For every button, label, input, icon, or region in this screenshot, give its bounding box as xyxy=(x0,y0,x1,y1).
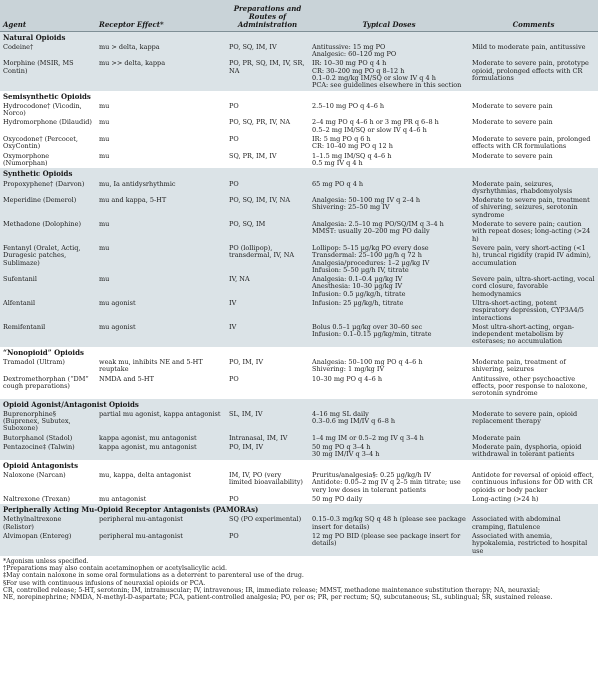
section-header-row xyxy=(0,399,598,409)
cell-preparations: IM, IV, PO (very limited bioavailability) xyxy=(226,470,309,495)
section-title: Natural Opioids xyxy=(0,31,598,42)
table-row xyxy=(0,275,598,299)
table-row xyxy=(0,135,598,152)
section-title: Opioid Antagonists xyxy=(0,460,598,470)
cell-preparations: IV xyxy=(226,299,309,323)
cell-receptor-effect: mu xyxy=(96,152,226,169)
cell-receptor-effect: mu xyxy=(96,275,226,299)
table-row xyxy=(0,495,598,504)
header-preparations: Preparations and Routes of Administration xyxy=(226,0,309,31)
cell-typical-doses: 65 mg PO q 4 h xyxy=(309,179,469,197)
footnote: †Preparations may also contain acetaminophen or acetylsalicylic acid. xyxy=(3,565,227,573)
cell-receptor-effect: mu and kappa, 5-HT xyxy=(96,196,226,220)
cell-agent: Alfentanil xyxy=(0,299,96,323)
cell-typical-doses: Analgesia: 50–100 mg IV q 2–4 h Shivering: 25–50 mg IV xyxy=(309,196,469,220)
cell-agent: Fentanyl (Oralet, Actiq, Duragesic patches, Sublimaze) xyxy=(0,244,96,275)
header-receptor-effect: Receptor Effect* xyxy=(96,0,226,31)
table-row xyxy=(0,434,598,443)
cell-preparations: Intranasal, IM, IV xyxy=(226,434,309,443)
cell-comments: Long-acting (>24 h) xyxy=(469,495,598,504)
cell-receptor-effect: mu xyxy=(96,101,226,119)
cell-comments: Moderate pain, seizures, dysrhythmias, rhabdomyolysis xyxy=(469,179,598,197)
header-agent: Agent xyxy=(0,0,96,31)
cell-preparations: SQ (PO experimental) xyxy=(226,514,309,532)
table-row xyxy=(0,196,598,220)
cell-preparations: PO, IM, IV xyxy=(226,443,309,460)
section-header-row xyxy=(0,347,598,357)
cell-comments: Associated with anemia, hypokalemia, restricted to hospital use xyxy=(469,532,598,556)
table-row xyxy=(0,220,598,244)
cell-preparations: IV, NA xyxy=(226,275,309,299)
cell-comments: Most ultra-short-acting, organ-independent metabolism by esterases; no accumulation xyxy=(469,323,598,347)
cell-comments: Moderate to severe pain, prototype opioid, prolonged effects with CR formulations xyxy=(469,59,598,90)
table-row xyxy=(0,409,598,434)
cell-agent: Morphine (MSIR, MS Contin) xyxy=(0,59,96,90)
cell-agent: Dextromethorphan (“DM” cough preparations) xyxy=(0,375,96,399)
table-row xyxy=(0,179,598,197)
cell-receptor-effect: NMDA and 5-HT xyxy=(96,375,226,399)
section-title: “Nonopioid” Opioids xyxy=(0,347,598,357)
header-comments: Comments xyxy=(469,0,598,31)
cell-comments: Moderate to severe pain, treatment of shivering, seizures, serotonin syndrome xyxy=(469,196,598,220)
cell-typical-doses: 12 mg PO BID (please see package insert for details) xyxy=(309,532,469,556)
cell-agent: Codeine† xyxy=(0,42,96,60)
table-row xyxy=(0,375,598,399)
cell-agent: Buprenorphine§ (Buprenex, Subutex, Suboxone) xyxy=(0,409,96,434)
section-header-row xyxy=(0,504,598,514)
cell-receptor-effect: partial mu agonist, kappa antagonist xyxy=(96,409,226,434)
cell-preparations: PO xyxy=(226,101,309,119)
cell-receptor-effect: peripheral mu-antagonist xyxy=(96,514,226,532)
section-title: Synthetic Opioids xyxy=(0,168,598,178)
cell-comments: Moderate pain, treatment of shivering, seizures xyxy=(469,357,598,375)
cell-preparations: PO xyxy=(226,135,309,152)
table-row xyxy=(0,514,598,532)
cell-comments: Antidote for reversal of opioid effect, continuous infusions for OD with CR opioids or body packer xyxy=(469,470,598,495)
cell-comments: Mild to moderate pain, antitussive xyxy=(469,42,598,60)
table-row xyxy=(0,42,598,60)
footnote: CR, controlled release; 5-HT, serotonin; IM, intramuscular; IV, intravenous; IR, immediate release; MMST, methadone maintenance substitution therapy; NA, neuraxial; xyxy=(3,586,541,594)
cell-receptor-effect: mu >> delta, kappa xyxy=(96,59,226,90)
cell-typical-doses: 0.15–0.3 mg/kg SQ q 48 h (please see package insert for details) xyxy=(309,514,469,532)
table-body xyxy=(0,31,598,556)
cell-receptor-effect: mu xyxy=(96,244,226,275)
cell-comments: Ultra-short-acting, potent respiratory depression, CYP3A4/5 interactions xyxy=(469,299,598,323)
cell-comments: Moderate to severe pain, opioid replacement therapy xyxy=(469,409,598,434)
table-row xyxy=(0,152,598,169)
cell-typical-doses: IR: 10–30 mg PO q 4 h CR: 30–200 mg PO q 8–12 h 0.1–0.2 mg/kg IM/SQ or slow IV q 4 h PCA: see guidelines elsewhere in this section xyxy=(309,59,469,90)
header-typical-doses: Typical Doses xyxy=(309,0,469,31)
cell-comments: Associated with abdominal cramping, flatulence xyxy=(469,514,598,532)
cell-preparations: PO, SQ, IM xyxy=(226,220,309,244)
cell-receptor-effect: mu agonist xyxy=(96,299,226,323)
cell-preparations: PO, SQ, IM, IV xyxy=(226,42,309,60)
cell-preparations: IV xyxy=(226,323,309,347)
cell-typical-doses: IR: 5 mg PO q 6 h CR: 10–40 mg PO q 12 h xyxy=(309,135,469,152)
cell-typical-doses: Bolus 0.5–1 µg/kg over 30–60 sec Infusion: 0.1–0.15 µg/kg/min, titrate xyxy=(309,323,469,347)
cell-agent: Alvimopan (Entereg) xyxy=(0,532,96,556)
cell-receptor-effect: mu xyxy=(96,220,226,244)
cell-comments: Severe pain, ultra-short-acting, vocal cord closure, favorable hemodynamics xyxy=(469,275,598,299)
table-row xyxy=(0,357,598,375)
cell-agent: Naltrexone (Trexan) xyxy=(0,495,96,504)
cell-typical-doses: 2–4 mg PO q 4–6 h or 3 mg PR q 6–8 h 0.5–2 mg IM/SQ or slow IV q 4–6 h xyxy=(309,118,469,135)
cell-preparations: SQ, PR, IM, IV xyxy=(226,152,309,169)
cell-receptor-effect: mu xyxy=(96,135,226,152)
footnote: *Agonism unless specified. xyxy=(3,558,89,565)
cell-agent: Methadone (Dolophine) xyxy=(0,220,96,244)
table-row xyxy=(0,299,598,323)
section-title: Semisynthetic Opioids xyxy=(0,91,598,101)
cell-comments: Moderate to severe pain; caution with repeat doses; long-acting (>24 h) xyxy=(469,220,598,244)
cell-receptor-effect: weak mu, inhibits NE and 5-HT reuptake xyxy=(96,357,226,375)
cell-typical-doses: Analgesia: 0.1–0.4 µg/kg IV Anesthesia: 10–30 µg/kg IV Infusion: 0.5 µg/kg/h, titrate xyxy=(309,275,469,299)
cell-receptor-effect: peripheral mu-antagonist xyxy=(96,532,226,556)
cell-preparations: PO, SQ, PR, IV, NA xyxy=(226,118,309,135)
cell-agent: Butorphanol (Stadol) xyxy=(0,434,96,443)
cell-typical-doses: 1–1.5 mg IM/SQ q 4–6 h 0.5 mg IV q 4 h xyxy=(309,152,469,169)
cell-preparations: PO xyxy=(226,179,309,197)
cell-typical-doses: Antitussive: 15 mg PO Analgesic: 60–120 mg PO xyxy=(309,42,469,60)
table-row xyxy=(0,118,598,135)
cell-typical-doses: 4–16 mg SL daily 0.3–0.6 mg IM/IV q 6–8 h xyxy=(309,409,469,434)
table-row xyxy=(0,101,598,119)
cell-typical-doses: Analgesia: 2.5–10 mg PO/SQ/IM q 3–4 h MMST: usually 20–200 mg PO daily xyxy=(309,220,469,244)
cell-comments: Moderate to severe pain xyxy=(469,152,598,169)
cell-comments: Antitussive, other psychoactive effects, poor response to naloxone, serotonin syndrome xyxy=(469,375,598,399)
section-title: Peripherally Acting Mu-Opioid Receptor Antagonists (PAMORAs) xyxy=(0,504,598,514)
cell-typical-doses: Analgesia: 50–100 mg PO q 4–6 h Shivering: 1 mg/kg IV xyxy=(309,357,469,375)
cell-agent: Remifentanil xyxy=(0,323,96,347)
cell-typical-doses: 1–4 mg IM or 0.5–2 mg IV q 3–4 h xyxy=(309,434,469,443)
cell-agent: Methylnaltrexone (Relistor) xyxy=(0,514,96,532)
cell-comments: Moderate to severe pain xyxy=(469,101,598,119)
cell-preparations: PO, PR, SQ, IM, IV, SR, NA xyxy=(226,59,309,90)
cell-preparations: PO, IM, IV xyxy=(226,357,309,375)
cell-receptor-effect: mu, Ia antidysrhythmic xyxy=(96,179,226,197)
cell-receptor-effect: mu > delta, kappa xyxy=(96,42,226,60)
cell-receptor-effect: mu, kappa, delta antagonist xyxy=(96,470,226,495)
section-header-row xyxy=(0,460,598,470)
cell-agent: Tramadol (Ultram) xyxy=(0,357,96,375)
cell-agent: Meperidine (Demerol) xyxy=(0,196,96,220)
cell-agent: Propoxyphene† (Darvon) xyxy=(0,179,96,197)
cell-typical-doses: Lollipop: 5–15 µg/kg PO every dose Transdermal: 25–100 µg/h q 72 h Analgesia/procedures: 1–2 µg/kg IV Infusion: 5–50 µg/h IV, titrate xyxy=(309,244,469,275)
cell-receptor-effect: mu antagonist xyxy=(96,495,226,504)
cell-comments: Moderate to severe pain xyxy=(469,118,598,135)
cell-preparations: PO xyxy=(226,495,309,504)
table-row xyxy=(0,323,598,347)
cell-agent: Sufentanil xyxy=(0,275,96,299)
cell-typical-doses: 10–30 mg PO q 4–6 h xyxy=(309,375,469,399)
section-header-row xyxy=(0,31,598,42)
table-row xyxy=(0,244,598,275)
cell-typical-doses: Infusion: 25 µg/kg/h, titrate xyxy=(309,299,469,323)
cell-preparations: PO xyxy=(226,532,309,556)
table-row xyxy=(0,443,598,460)
section-header-row xyxy=(0,91,598,101)
cell-preparations: PO (lollipop), transdermal, IV, NA xyxy=(226,244,309,275)
table-row xyxy=(0,470,598,495)
cell-preparations: SL, IM, IV xyxy=(226,409,309,434)
cell-comments: Moderate pain xyxy=(469,434,598,443)
table-header-row xyxy=(0,0,598,31)
cell-receptor-effect: mu agonist xyxy=(96,323,226,347)
cell-typical-doses: 2.5–10 mg PO q 4–6 h xyxy=(309,101,469,119)
footnotes xyxy=(0,558,598,601)
cell-comments: Moderate pain, dysphoria, opioid withdrawal in tolerant patients xyxy=(469,443,598,460)
cell-typical-doses: 50 mg PO daily xyxy=(309,495,469,504)
table-row xyxy=(0,532,598,556)
footnote: NE, norepinephrine; NMDA, N-methyl-D-aspartate; PCA, patient-controlled analgesia; PO, per os; PR, per rectum; SQ, subcutaneous; SL, sublingual; SR, sustained release. xyxy=(3,594,553,602)
section-title: Opioid Agonist/Antagonist Opioids xyxy=(0,399,598,409)
cell-agent: Hydromorphone (Dilaudid) xyxy=(0,118,96,135)
cell-agent: Oxymorphone (Numorphan) xyxy=(0,152,96,169)
cell-agent: Hydrocodone† (Vicodin, Norco) xyxy=(0,101,96,119)
footnote: ‡May contain naloxone in some oral formulations as a deterrent to parenteral use of the drug. xyxy=(3,572,304,580)
table-row xyxy=(0,59,598,90)
cell-receptor-effect: kappa agonist, mu antagonist xyxy=(96,434,226,443)
cell-typical-doses: Pruritus/analgesia§: 0.25 µg/kg/h IV Antidote: 0.05–2 mg IV q 2–5 min titrate; use very low doses in tolerant patients xyxy=(309,470,469,495)
section-header-row xyxy=(0,168,598,178)
cell-agent: Pentazocine‡ (Talwin) xyxy=(0,443,96,460)
cell-preparations: PO xyxy=(226,375,309,399)
footnote: §For use with continuous infusions of neuraxial opioids or PCA. xyxy=(3,579,206,587)
cell-receptor-effect: mu xyxy=(96,118,226,135)
cell-comments: Moderate to severe pain, prolonged effects with CR formulations xyxy=(469,135,598,152)
cell-preparations: PO, SQ, IM, IV, NA xyxy=(226,196,309,220)
cell-receptor-effect: kappa agonist, mu antagonist xyxy=(96,443,226,460)
cell-typical-doses: 50 mg PO q 3–4 h 30 mg IM/IV q 3–4 h xyxy=(309,443,469,460)
cell-agent: Oxycodone† (Percocet, OxyContin) xyxy=(0,135,96,152)
cell-agent: Naloxone (Narcan) xyxy=(0,470,96,495)
cell-comments: Severe pain, very short-acting (<1 h), truncal rigidity (rapid IV admin), accumulation xyxy=(469,244,598,275)
